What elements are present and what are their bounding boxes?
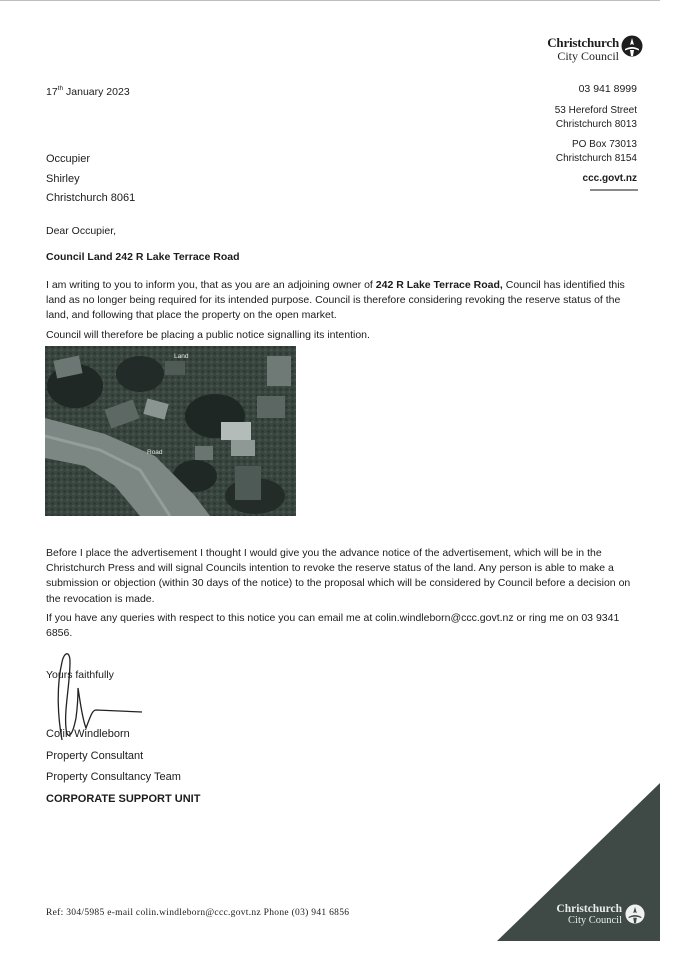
date-month-year: January 2023	[63, 86, 130, 98]
map-label-land: Land	[174, 353, 189, 360]
footer-reference: Ref: 304/5985 e-mail colin.windleborn@ccc.govt.nz Phone (03) 941 6856	[46, 908, 350, 918]
para-text: Council has identified this land as no longer being required for its intended purpose. Council is therefore considering revoking the reserve status of the land, and following that place the property on the open market.	[46, 279, 625, 322]
corner-brand-triangle	[497, 783, 660, 941]
logo-line-1: Christchurch	[547, 35, 619, 50]
logo-line-2: City Council	[557, 48, 619, 63]
signatory-team: Property Consultancy Team	[46, 771, 181, 783]
contact-pobox-city: Christchurch 8154	[555, 152, 637, 164]
contact-underline	[590, 189, 638, 191]
contact-street: 53 Hereford Street	[554, 105, 637, 117]
footer-logo-line-1: Christchurch	[556, 903, 622, 915]
signature-block	[46, 724, 200, 810]
date-suffix: th	[57, 85, 64, 92]
recipient-line: Occupier	[46, 153, 91, 165]
subject-line: Council Land 242 R Lake Terrace Road	[46, 251, 240, 263]
signatory-unit: CORPORATE SUPPORT UNIT	[46, 792, 201, 805]
map-label-road: Road	[147, 449, 163, 456]
footer-logo-line-2: City Council	[568, 915, 622, 927]
property-address: 242 R Lake Terrace Road,	[375, 279, 503, 291]
footer-logo-wordmark	[556, 903, 622, 926]
aerial-map-graphic	[45, 346, 296, 516]
paragraph-contact: If you have any queries with respect to this notice you can email me at colin.windleborn@ccc.govt.nz or ring me on 03 9341 6856.	[46, 612, 620, 640]
date-day: 17	[46, 86, 58, 98]
contact-website: ccc.govt.nz	[582, 173, 637, 185]
footer-cathedral-emblem-icon	[625, 904, 645, 926]
recipient-address	[46, 150, 135, 209]
letter-date	[46, 85, 130, 100]
top-border-line	[0, 0, 660, 1]
paragraph-advance-notice: Before I place the advertisement I thought I would give you the advance notice of the advertisement, which will be in the Christchurch Press and will signal Councils intention to revoke the reserve status of the land. Any person is able to make a submission or objection (within 30 days of the notice) to the proposal which will be considered by Council before a decision on the revocation is made.	[46, 547, 631, 605]
para-text: I am writing to you to inform you, that as you are an adjoining owner of	[46, 279, 376, 291]
contact-pobox: PO Box 73013	[571, 139, 637, 151]
closing-line: Yours faithfully	[46, 669, 114, 681]
contact-block	[477, 82, 637, 187]
aerial-map-image	[45, 346, 296, 516]
logo-wordmark	[547, 36, 619, 62]
paragraph-public-notice: Council will therefore be placing a public notice signalling its intention.	[46, 329, 370, 341]
cathedral-emblem-icon	[621, 35, 643, 59]
contact-phone: 03 941 8999	[578, 83, 637, 95]
contact-city: Christchurch 8013	[555, 118, 637, 130]
council-logo	[520, 35, 645, 65]
signatory-title: Property Consultant	[46, 749, 144, 762]
recipient-line: Christchurch 8061	[46, 192, 136, 204]
signatory-name: Colin Windleborn	[46, 728, 130, 740]
salutation: Dear Occupier,	[46, 225, 117, 237]
recipient-line: Shirley	[46, 172, 80, 185]
paragraph-intro	[46, 278, 644, 324]
